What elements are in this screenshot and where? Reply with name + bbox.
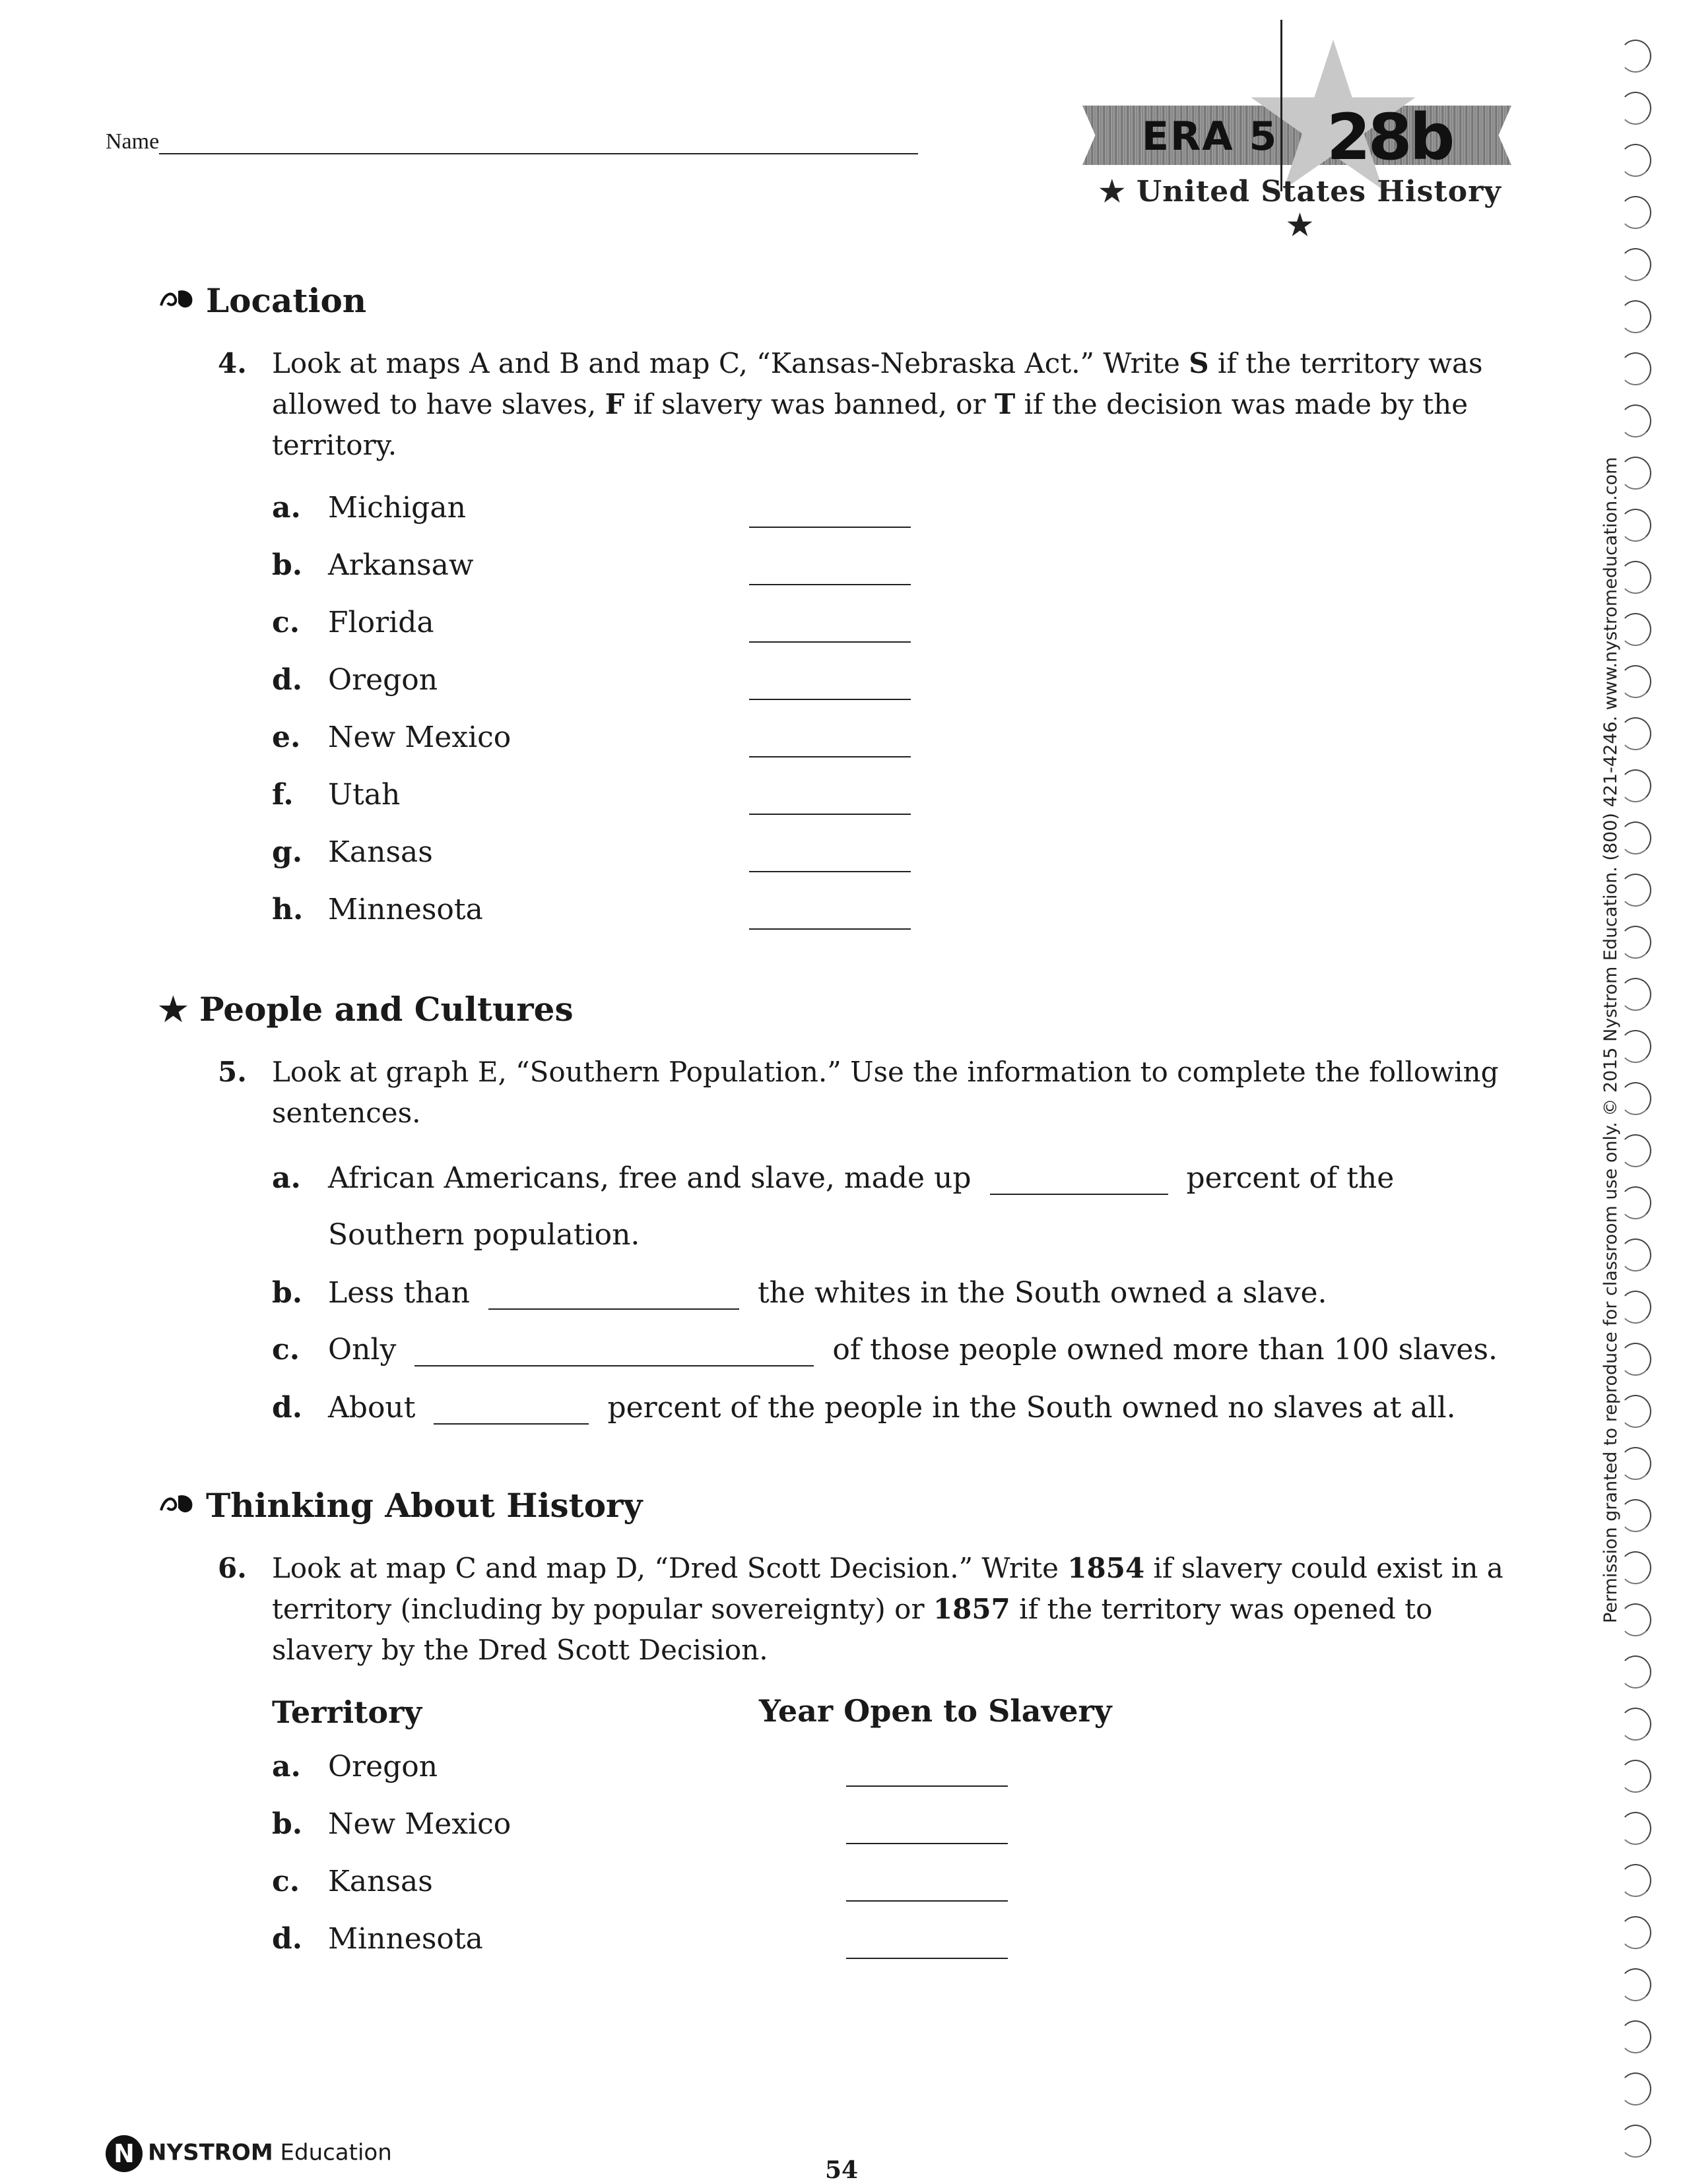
sentence-b: b. Less than the whites in the South owned a slave. (272, 1276, 1327, 1310)
binder-ring (1620, 769, 1651, 802)
answer-blank[interactable] (749, 814, 911, 815)
binder-ring (1620, 2125, 1651, 2158)
binder-ring (1620, 248, 1651, 281)
blank-a[interactable] (990, 1167, 1168, 1195)
question-4-text: Look at maps A and B and map C, “Kansas-Nebraska Act.” Write S if the territory was allowed to have slaves, F if slavery was banned, or T if the decision was made by the territory. (272, 347, 1483, 461)
location-item: b. Arkansaw (272, 548, 474, 582)
location-item: e. New Mexico (272, 721, 512, 754)
blank-b[interactable] (488, 1282, 739, 1310)
year-blank[interactable] (846, 1900, 1008, 1902)
binder-ring (1620, 1030, 1651, 1063)
location-item: h. Minnesota (272, 893, 483, 926)
blank-c[interactable] (414, 1339, 814, 1366)
name-label: Name (106, 129, 160, 154)
era-badge (1082, 40, 1518, 242)
binder-ring (1620, 1499, 1651, 1532)
binder-ring (1620, 1447, 1651, 1480)
binder-ring (1620, 196, 1651, 229)
binder-ring (1620, 1760, 1651, 1793)
answer-blank[interactable] (749, 928, 911, 930)
binder-ring (1620, 509, 1651, 542)
territory-item: b. New Mexico (272, 1807, 512, 1841)
binder-ring (1620, 40, 1651, 73)
badge-era: ERA 5 (1142, 113, 1278, 160)
answer-blank[interactable] (749, 699, 911, 700)
binder-ring (1620, 1708, 1651, 1741)
binder-ring (1620, 978, 1651, 1011)
answer-blank[interactable] (749, 527, 911, 528)
binder-ring (1620, 457, 1651, 490)
answer-blank[interactable] (749, 584, 911, 585)
question-number: 6. (218, 1552, 247, 1584)
binder-ring (1620, 1603, 1651, 1636)
publisher-logo (106, 2135, 392, 2172)
sentence-a-cont: Southern population. (328, 1218, 640, 1252)
badge-number: 28b (1327, 100, 1453, 174)
binder-ring (1620, 352, 1651, 385)
answer-blank[interactable] (749, 641, 911, 643)
binder-ring (1620, 1864, 1651, 1897)
year-blank[interactable] (846, 1785, 1008, 1787)
binder-ring (1620, 1291, 1651, 1324)
blank-d[interactable] (434, 1397, 589, 1425)
binder-ring (1620, 1082, 1651, 1115)
location-item: c. Florida (272, 606, 434, 639)
binder-ring (1620, 1238, 1651, 1271)
binder-ring (1620, 1812, 1651, 1845)
thinking-title-text: Thinking About History (206, 1486, 643, 1525)
answer-blank[interactable] (749, 756, 911, 757)
binder-ring (1620, 926, 1651, 959)
sentence-c: c. Only of those people owned more than 100 slaves. (272, 1333, 1498, 1366)
permission-note: Permission granted to reproduce for classroom use only. © 2015 Nystrom Education. (800) 421-4246. www.nystromeducation.com (1600, 457, 1621, 1623)
question-number: 4. (218, 347, 247, 379)
binder-ring (1620, 1916, 1651, 1949)
location-item: a. Michigan (272, 491, 466, 525)
binder-ring (1620, 821, 1651, 854)
binder-ring (1620, 1551, 1651, 1584)
binder-ring (1620, 2072, 1651, 2105)
answer-blank[interactable] (749, 871, 911, 872)
sentence-d: d. About percent of the people in the South owned no slaves at all. (272, 1391, 1456, 1425)
binder-ring (1620, 874, 1651, 907)
territory-item: a. Oregon (272, 1750, 438, 1783)
badge-divider (1280, 20, 1282, 191)
question-5-text: Look at graph E, “Southern Population.” Use the information to complete the following sentences. (272, 1056, 1499, 1129)
location-title-text: Location (206, 281, 367, 320)
binder-ring (1620, 404, 1651, 437)
binder-ring (1620, 2020, 1651, 2053)
binder-ring (1620, 1968, 1651, 2001)
binder-ring (1620, 1655, 1651, 1688)
name-line[interactable] (159, 132, 918, 154)
binder-ring (1620, 665, 1651, 698)
binder-ring (1620, 561, 1651, 594)
binder-ring (1620, 1186, 1651, 1219)
sentence-a: a. African Americans, free and slave, made up percent of the (272, 1161, 1395, 1195)
section-people-title (158, 990, 574, 1029)
question-6-text: Look at map C and map D, “Dred Scott Decision.” Write 1854 if slavery could exist in a territory (including by popular sovereignty) or 1857 if the territory was opened to slavery by the Dred Scott Decision. (272, 1552, 1503, 1666)
people-title-text: People and Cultures (199, 990, 574, 1029)
binder-ring (1620, 1343, 1651, 1376)
column-territory: Territory (272, 1694, 422, 1730)
binder-ring (1620, 1134, 1651, 1167)
star-bullet-icon: ★ (158, 990, 188, 1029)
ornament-icon (158, 281, 198, 320)
ornament-icon (158, 1486, 198, 1525)
logo-brand: NYSTROM (148, 2139, 273, 2166)
binder-ring (1620, 717, 1651, 750)
location-item: d. Oregon (272, 663, 438, 697)
section-location-title (158, 281, 366, 320)
page-number: 54 (825, 2156, 859, 2184)
column-year: Year Open to Slavery (759, 1693, 1112, 1729)
binder-ring (1620, 613, 1651, 646)
year-blank[interactable] (846, 1843, 1008, 1844)
year-blank[interactable] (846, 1958, 1008, 1959)
binder-ring (1620, 1395, 1651, 1428)
territory-item: d. Minnesota (272, 1922, 483, 1956)
name-field[interactable] (106, 129, 918, 154)
badge-subtitle: ★ United States History ★ (1099, 175, 1502, 242)
binder-ring (1620, 300, 1651, 333)
territory-item: c. Kansas (272, 1865, 433, 1898)
logo-text: Education (280, 2139, 392, 2166)
binder-ring (1620, 144, 1651, 177)
question-number: 5. (218, 1056, 247, 1088)
section-thinking-title (158, 1486, 642, 1525)
location-item: f. Utah (272, 778, 401, 812)
binder-ring (1620, 92, 1651, 125)
location-item: g. Kansas (272, 835, 433, 869)
logo-mark: N (106, 2135, 143, 2172)
